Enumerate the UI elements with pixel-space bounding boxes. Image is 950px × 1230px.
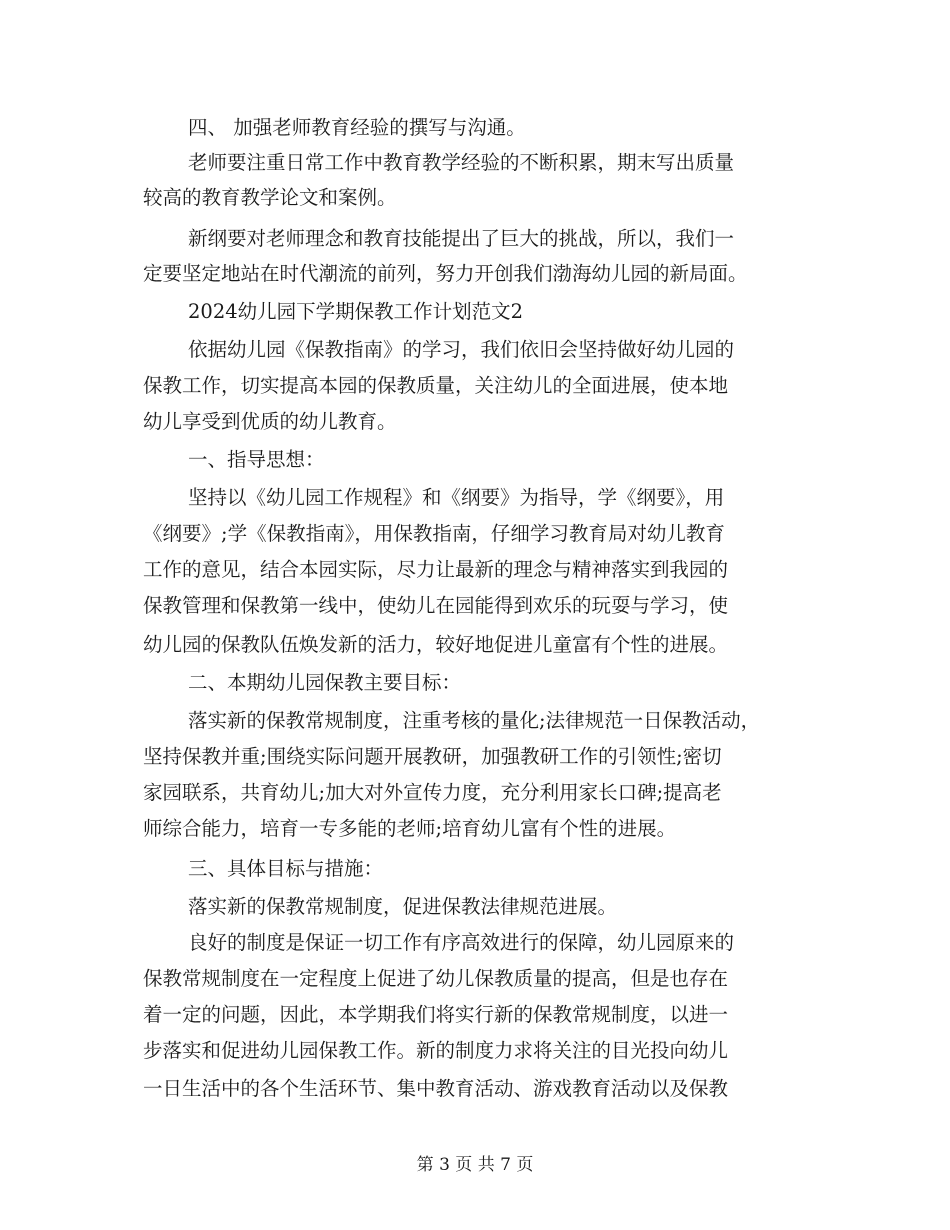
paragraph-line: 家园联系，共育幼儿;加大对外宣传力度，充分利用家长口碑;提高老 [143, 781, 722, 804]
paragraph-line: 步落实和促进幼儿园保教工作。新的制度力求将关注的目光投向幼儿 [143, 1039, 729, 1062]
section-heading-1: 一、指导思想： [188, 448, 325, 471]
paragraph-line: 较高的教育教学论文和案例。 [143, 186, 397, 209]
section-heading-4: 四、 加强老师教育经验的撰写与沟通。 [188, 116, 526, 139]
paragraph-line: 幼儿享受到优质的幼儿教育。 [143, 410, 397, 433]
paragraph-line: 保教管理和保教第一线中，使幼儿在园能得到欢乐的玩耍与学习，使 [143, 594, 729, 617]
paragraph-line: 坚持以《幼儿园工作规程》和《纲要》为指导，学《纲要》，用 [188, 486, 725, 509]
paragraph-line: 师综合能力，培育一专多能的老师;培育幼儿富有个性的进展。 [143, 817, 677, 840]
paragraph-line: 坚持保教并重;围绕实际问题开展教研，加强教研工作的引领性;密切 [143, 745, 722, 768]
section-heading-2: 二、本期幼儿园保教主要目标： [188, 671, 462, 694]
paragraph-line: 着一定的问题，因此，本学期我们将实行新的保教常规制度，以进一 [143, 1003, 729, 1026]
paragraph-line: 老师要注重日常工作中教育教学经验的不断积累，期末写出质量 [188, 151, 735, 174]
paragraph-line: 一日生活中的各个生活环节、集中教育活动、游戏教育活动以及保教 [143, 1077, 729, 1100]
paragraph-line: 工作的意见，结合本园实际，尽力让最新的理念与精神落实到我园的 [143, 558, 729, 581]
paragraph-line: 保教工作，切实提高本园的保教质量，关注幼儿的全面进展，使本地 [143, 374, 729, 397]
document-title: 2024幼儿园下学期保教工作计划范文2 [188, 300, 524, 323]
paragraph-line: 落实新的保教常规制度，促进保教法律规范进展。 [188, 895, 618, 918]
paragraph-line: 《纲要》;学《保教指南》，用保教指南，仔细学习教育局对幼儿教育 [143, 522, 725, 545]
page-footer: 第 3 页 共 7 页 [416, 1155, 534, 1175]
paragraph-line: 良好的制度是保证一切工作有序高效进行的保障，幼儿园原来的 [188, 931, 735, 954]
paragraph-line: 依据幼儿园《保教指南》的学习，我们依旧会坚持做好幼儿园的 [188, 338, 735, 361]
paragraph-line: 落实新的保教常规制度，注重考核的量化;法律规范一日保教活动， [188, 709, 761, 732]
section-heading-3: 三、具体目标与措施： [188, 857, 384, 880]
paragraph-line: 定要坚定地站在时代潮流的前列，努力开创我们渤海幼儿园的新局面。 [143, 262, 748, 285]
paragraph-line: 新纲要对老师理念和教育技能提出了巨大的挑战，所以，我们一 [188, 227, 735, 250]
paragraph-line: 幼儿园的保教队伍焕发新的活力，较好地促进儿童富有个性的进展。 [143, 633, 729, 656]
paragraph-line: 保教常规制度在一定程度上促进了幼儿保教质量的提高，但是也存在 [143, 967, 729, 990]
